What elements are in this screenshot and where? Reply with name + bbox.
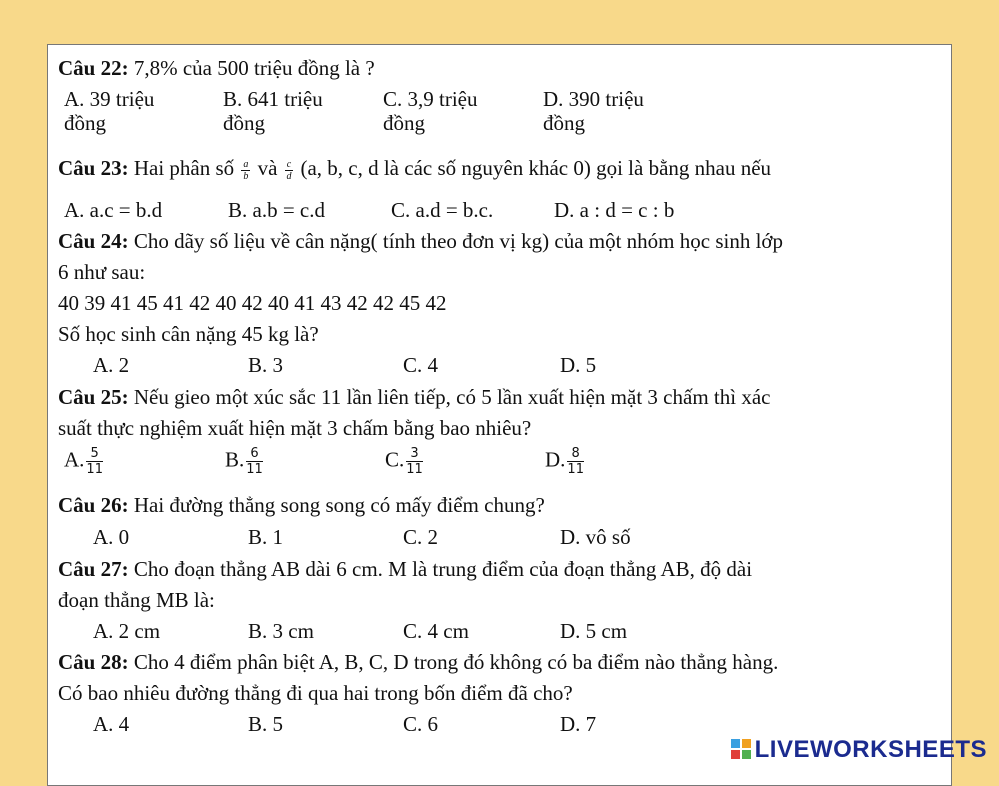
q28-option-a[interactable]: A. 4 bbox=[93, 712, 129, 736]
q26-option-c[interactable]: C. 2 bbox=[403, 525, 438, 549]
question-27-line-2: đoạn thẳng MB là: bbox=[58, 588, 215, 612]
q25-option-a[interactable]: A. $\frac{5}{11}$ bbox=[64, 446, 105, 477]
liveworksheets-logo-icon bbox=[731, 739, 751, 759]
question-24-line-2: 6 như sau: bbox=[58, 260, 145, 284]
q24-option-d[interactable]: D. 5 bbox=[560, 353, 596, 377]
q26-option-b[interactable]: B. 1 bbox=[248, 525, 283, 549]
question-25: Câu 25: Nếu gieo một xúc sắc 11 lần liên tiếp, có 5 lần xuất hiện mặt 3 chấm thì xác bbox=[58, 385, 770, 409]
q28-option-d[interactable]: D. 7 bbox=[560, 712, 596, 736]
q22-option-b[interactable]: B. 641 triệu đồng bbox=[223, 87, 323, 135]
q27-option-c[interactable]: C. 4 cm bbox=[403, 619, 469, 643]
q28-option-c[interactable]: C. 6 bbox=[403, 712, 438, 736]
q23-option-d[interactable]: D. a : d = c : b bbox=[554, 198, 674, 222]
fraction-a-b: $\frac{a}{b}$ bbox=[241, 159, 250, 182]
question-26: Câu 26: Hai đường thẳng song song có mấy điểm chung? bbox=[58, 493, 545, 517]
q27-option-b[interactable]: B. 3 cm bbox=[248, 619, 314, 643]
q25-option-d[interactable]: D. $\frac{8}{11}$ bbox=[545, 446, 586, 477]
question-24-prompt: Số học sinh cân nặng 45 kg là? bbox=[58, 322, 319, 346]
liveworksheets-logo[interactable]: LIVEWORKSHEETS bbox=[731, 736, 987, 764]
question-23: Câu 23: Hai phân số $\frac{a}{b}$ và $\frac{c}{d}$ (a, b, c, d là các số nguyên khác 0) gọi là bằng nhau nếu bbox=[58, 156, 771, 182]
question-24: Câu 24: Cho dãy số liệu về cân nặng( tính theo đơn vị kg) của một nhóm học sinh lớp bbox=[58, 229, 783, 253]
q22-option-a[interactable]: A. 39 triệu đồng bbox=[64, 87, 154, 135]
q27-option-d[interactable]: D. 5 cm bbox=[560, 619, 627, 643]
q26-option-a[interactable]: A. 0 bbox=[93, 525, 129, 549]
q26-option-d[interactable]: D. vô số bbox=[560, 525, 631, 549]
q23-option-a[interactable]: A. a.c = b.d bbox=[64, 198, 162, 222]
question-28-line-2: Có bao nhiêu đường thẳng đi qua hai trong bốn điểm đã cho? bbox=[58, 681, 573, 705]
q23-option-b[interactable]: B. a.b = c.d bbox=[228, 198, 325, 222]
question-28: Câu 28: Cho 4 điểm phân biệt A, B, C, D trong đó không có ba điểm nào thẳng hàng. bbox=[58, 650, 778, 674]
q22-option-d[interactable]: D. 390 triệu đồng bbox=[543, 87, 644, 135]
question-22: Câu 22: 7,8% của 500 triệu đồng là ? bbox=[58, 56, 375, 80]
q23-option-c[interactable]: C. a.d = b.c. bbox=[391, 198, 493, 222]
q27-option-a[interactable]: A. 2 cm bbox=[93, 619, 160, 643]
q25-option-c[interactable]: C. $\frac{3}{11}$ bbox=[385, 446, 425, 477]
q22-option-c[interactable]: C. 3,9 triệu đồng bbox=[383, 87, 478, 135]
question-25-line-2: suất thực nghiệm xuất hiện mặt 3 chấm bằng bao nhiêu? bbox=[58, 416, 531, 440]
weight-data-list: 40 39 41 45 41 42 40 42 40 41 43 42 42 45 42 bbox=[58, 291, 447, 315]
question-27: Câu 27: Cho đoạn thẳng AB dài 6 cm. M là trung điểm của đoạn thẳng AB, độ dài bbox=[58, 557, 752, 581]
q24-option-c[interactable]: C. 4 bbox=[403, 353, 438, 377]
q24-option-a[interactable]: A. 2 bbox=[93, 353, 129, 377]
q25-option-b[interactable]: B. $\frac{6}{11}$ bbox=[225, 446, 265, 477]
q24-option-b[interactable]: B. 3 bbox=[248, 353, 283, 377]
fraction-c-d: $\frac{c}{d}$ bbox=[285, 159, 293, 182]
q28-option-b[interactable]: B. 5 bbox=[248, 712, 283, 736]
